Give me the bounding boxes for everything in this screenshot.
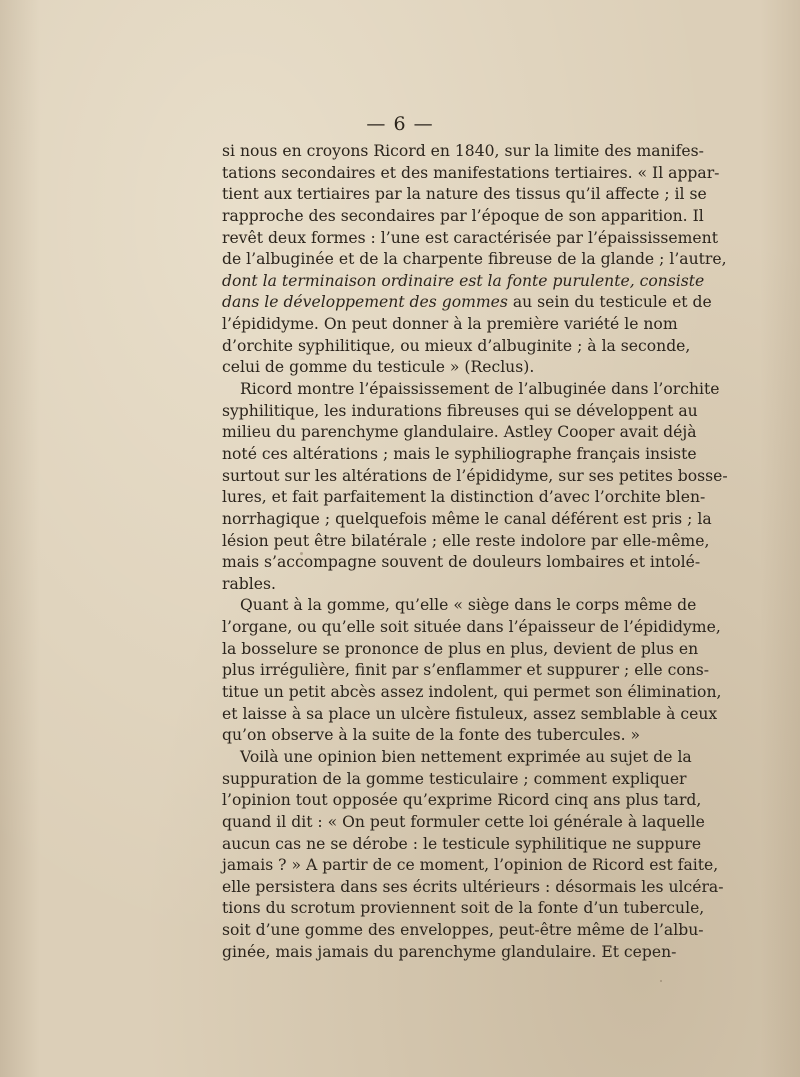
- text-line: norrhagique ; quelquefois même le canal déférent est pris ; la: [222, 509, 712, 528]
- italic-phrase: dans le développement des gommes: [222, 293, 508, 312]
- text-line: suppuration de la gomme testiculaire ; comment expliquer: [222, 769, 687, 788]
- text-line: syphilitique, les indurations fibreuses qui se développent au: [222, 401, 698, 420]
- text-line: mais s’accompagne souvent de douleurs lombaires et intolé-: [222, 553, 701, 572]
- text-line: celui de gomme du testicule » (Reclus).: [222, 358, 535, 377]
- text-line: ginée, mais jamais du parenchyme glandulaire. Et cepen-: [222, 942, 677, 961]
- text-line: lésion peut être bilatérale ; elle reste indolore par elle-même,: [222, 531, 710, 550]
- text-line: jamais ? » A partir de ce moment, l’opinion de Ricord est faite,: [222, 856, 719, 875]
- paragraph-start: Quant à la gomme, qu’elle « siège dans le corps même de: [240, 596, 697, 615]
- paragraph-start: Ricord montre l’épaississement de l’albuginée dans l’orchite: [240, 380, 720, 399]
- text-line: l’opinion tout opposée qu’exprime Ricord cinq ans plus tard,: [222, 791, 702, 810]
- text-line: qu’on observe à la suite de la fonte des tubercules. »: [222, 726, 641, 745]
- text-line: aucun cas ne se dérobe : le testicule syphilitique ne suppure: [222, 834, 702, 853]
- text-line: surtout sur les altérations de l’épididyme, sur ses petites bosse-: [222, 466, 728, 485]
- paragraph-start: Voilà une opinion bien nettement exprimée au sujet de la: [240, 747, 692, 766]
- text-line: noté ces altérations ; mais le syphiliographe français insiste: [222, 444, 697, 463]
- paper-speck: [300, 552, 303, 555]
- text-line: l’organe, ou qu’elle soit située dans l’épaisseur de l’épididyme,: [222, 618, 721, 637]
- text-line: quand il dit : « On peut formuler cette loi générale à laquelle: [222, 812, 705, 831]
- text-line: si nous en croyons Ricord en 1840, sur la limite des manifes-: [222, 142, 704, 160]
- text-line: tations secondaires et des manifestations tertiaires. « Il appar-: [222, 163, 720, 182]
- text-line: elle persistera dans ses écrits ultérieurs : désormais les ulcéra-: [222, 877, 724, 896]
- text-line: lures, et fait parfaitement la distinction d’avec l’orchite blen-: [222, 488, 706, 507]
- text-line: rables.: [222, 574, 276, 593]
- text-line: tions du scrotum proviennent soit de la fonte d’un tubercule,: [222, 899, 705, 918]
- page-number: — 6 —: [366, 113, 434, 135]
- text-line: la bosselure se prononce de plus en plus, devient de plus en: [222, 639, 699, 658]
- paper-speck: [660, 980, 662, 982]
- text-line-mixed: [222, 292, 712, 314]
- text-line: tient aux tertiaires par la nature des tissus qu’il affecte ; il se: [222, 185, 707, 204]
- text-line: revêt deux formes : l’une est caractérisée par l’épaississement: [222, 228, 718, 247]
- text-line: et laisse à sa place un ulcère fistuleux, assez semblable à ceux: [222, 704, 718, 723]
- text-line: plus irrégulière, finit par s’enflammer et suppurer ; elle cons-: [222, 661, 710, 680]
- text-line: soit d’une gomme des enveloppes, peut-être même de l’albu-: [222, 921, 704, 940]
- text-line: de l’albuginée et de la charpente fibreuse de la glande ; l’autre,: [222, 250, 727, 269]
- text-line: d’orchite syphilitique, ou mieux d’albuginite ; à la seconde,: [222, 336, 691, 355]
- text-line: titue un petit abcès assez indolent, qui permet son élimination,: [222, 683, 722, 702]
- text-phrase: au sein du testicule et de: [512, 293, 712, 312]
- text-line: milieu du parenchyme glandulaire. Astley Cooper avait déjà: [222, 423, 697, 442]
- body-text: [222, 141, 728, 963]
- text-line: rapproche des secondaires par l’époque de son apparition. Il: [222, 206, 704, 225]
- paper-speck: [518, 343, 520, 345]
- text-line: l’épididyme. On peut donner à la première variété le nom: [222, 315, 678, 334]
- text-line-italic: dont la terminaison ordinaire est la fonte purulente, consiste: [222, 271, 705, 290]
